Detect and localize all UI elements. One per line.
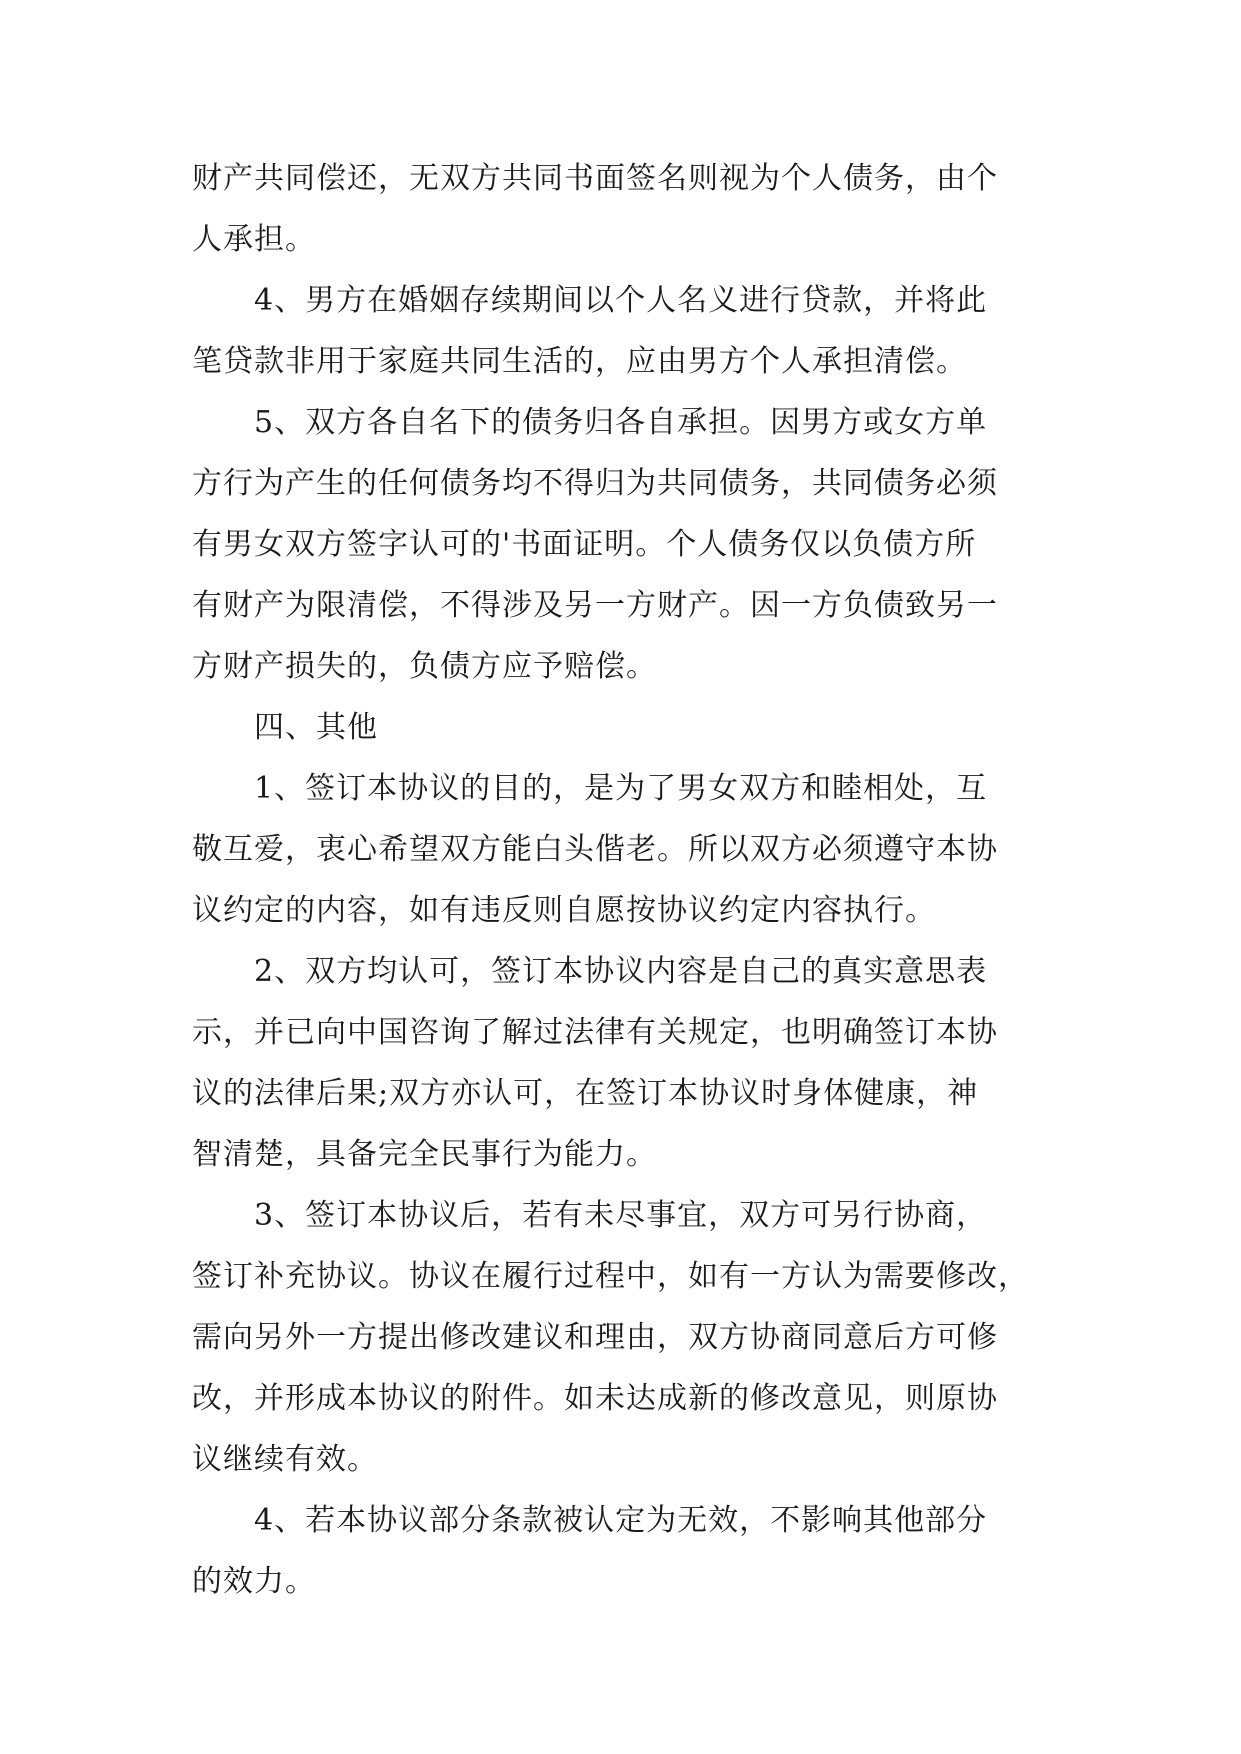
document-body <box>192 148 1052 1612</box>
text-line: 方行为产生的任何债务均不得归为共同债务，共同债务必须 <box>192 466 998 501</box>
text-line: 财产共同偿还，无双方共同书面签名则视为个人债务，由个 <box>192 161 998 196</box>
clause-4-1-text: 1、签订本协议的目的，是为了男女双方和睦相处，互 <box>254 771 988 806</box>
text-line: 示，并已向中国咨询了解过法律有关规定，也明确签订本协 <box>192 1015 998 1050</box>
text-line: 议的法律后果;双方亦认可，在签订本协议时身体健康，神 <box>192 1076 979 1111</box>
text-line: 改，并形成本协议的附件。如未达成新的修改意见，则原协 <box>192 1381 998 1416</box>
text-line: 有男女双方签字认可的'书面证明。个人债务仅以负债方所 <box>192 527 977 562</box>
clause-4-3-text: 3、签订本协议后，若有未尽事宜，双方可另行协商， <box>254 1198 988 1233</box>
text-line: 的效力。 <box>192 1564 316 1599</box>
clause-4-4-text: 4、若本协议部分条款被认定为无效，不影响其他部分 <box>254 1503 988 1538</box>
text-line: 敬互爱，衷心希望双方能白头偕老。所以双方必须遵守本协 <box>192 832 998 867</box>
clause-4-2-text: 2、双方均认可，签订本协议内容是自己的真实意思表 <box>254 954 988 989</box>
text-line: 议约定的内容，如有违反则自愿按协议约定内容执行。 <box>192 893 936 928</box>
text-line: 智清楚，具备完全民事行为能力。 <box>192 1137 657 1172</box>
text-line: 方财产损失的，负债方应予赔偿。 <box>192 649 657 684</box>
text-line: 笔贷款非用于家庭共同生活的，应由男方个人承担清偿。 <box>192 344 967 379</box>
text-line: 有财产为限清偿，不得涉及另一方财产。因一方负债致另一 <box>192 588 998 623</box>
text-line: 人承担。 <box>192 222 316 257</box>
text-line: 需向另外一方提出修改建议和理由，双方协商同意后方可修 <box>192 1320 998 1355</box>
text-line: 签订补充协议。协议在履行过程中，如有一方认为需要修改， <box>192 1259 1029 1294</box>
clause-3-4-text: 4、男方在婚姻存续期间以个人名义进行贷款，并将此 <box>254 283 988 318</box>
clause-3-5-text: 5、双方各自名下的债务归各自承担。因男方或女方单 <box>254 405 988 440</box>
text-line: 议继续有效。 <box>192 1442 378 1477</box>
section-heading-other: 四、其他 <box>254 710 378 745</box>
